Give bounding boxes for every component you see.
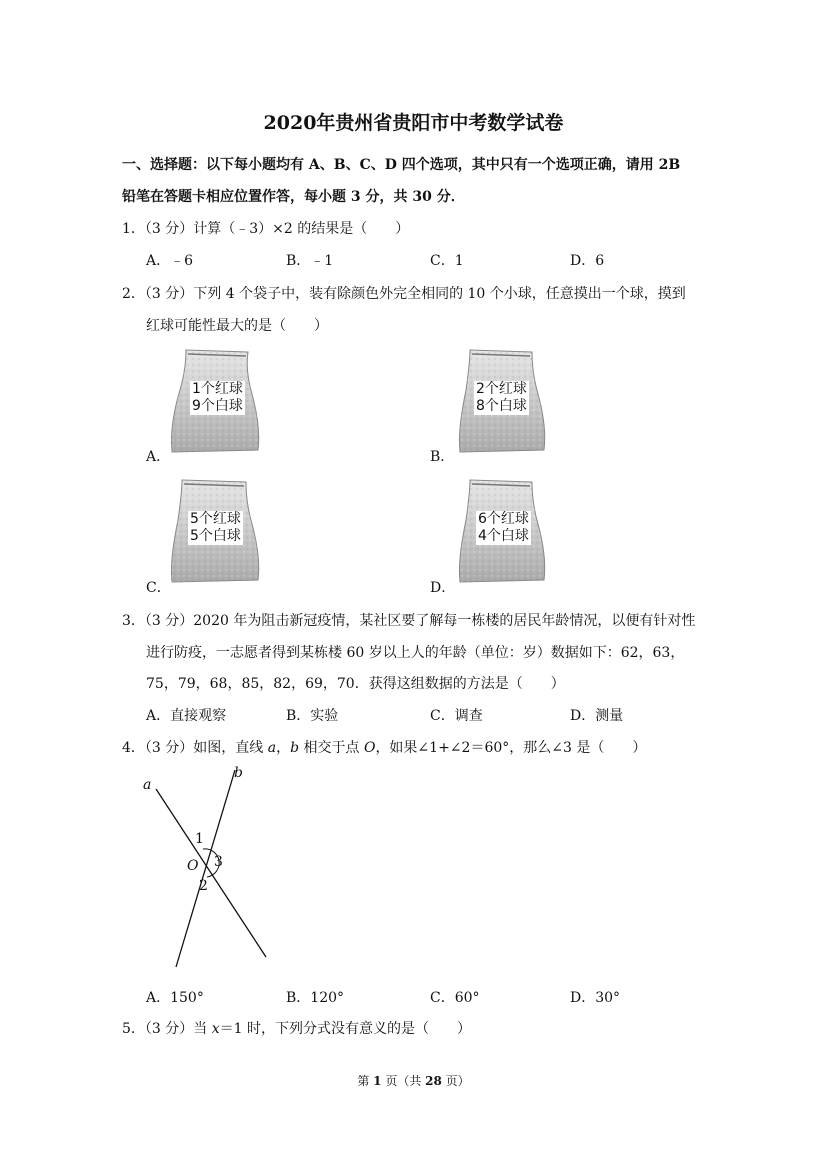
bag-b-label (474, 381, 529, 415)
q2-option-c: C． (146, 580, 171, 596)
bag-d-white-count: 4个白球 (478, 528, 529, 544)
q4-option-c: C．60° (430, 990, 480, 1006)
q2-option-a: A． (146, 449, 171, 465)
bag-a-white-count: 9个白球 (192, 398, 243, 414)
question-3-line3: 75，79，68，85，82，69，70．获得这组数据的方法是（ ） (146, 676, 565, 692)
q4-suffix: ，如果∠1+∠2＝60°，那么∠3 是（ ） (375, 740, 647, 756)
q3-option-d: D．测量 (570, 708, 624, 724)
bag-c-white-count: 5个白球 (190, 528, 241, 544)
label-a: a (143, 777, 152, 793)
question-1: 1．（3 分）计算（﹣3）×2 的结果是（ ） (122, 221, 410, 237)
label-b: b (234, 765, 243, 781)
question-2-line2: 红球可能性最大的是（ ） (146, 318, 328, 334)
angle-1-label: 1 (195, 831, 204, 847)
q4-sep: ， (276, 740, 291, 756)
footer-mid: 页（共 (381, 1074, 426, 1088)
bag-c-label (188, 511, 243, 545)
q1-option-c: C．1 (430, 253, 464, 269)
q5-suffix: ＝1 时，下列分式没有意义的是（ ） (219, 1021, 471, 1037)
q4-prefix: 4．（3 分）如图，直线 (122, 740, 268, 756)
bag-a-red-count: 1个红球 (192, 381, 243, 397)
bag-b-white-count: 8个白球 (476, 398, 527, 414)
question-3-line2: 进行防疫，一志愿者得到某栋楼 60 岁以上人的年龄（单位：岁）数据如下：62，63， (146, 645, 685, 661)
q1-option-b: B．﹣1 (286, 253, 334, 269)
q3-option-b: B．实验 (286, 708, 339, 724)
q4-option-d: D．30° (570, 990, 621, 1006)
q3-option-c: C．调查 (430, 708, 483, 724)
bag-d-red-count: 6个红球 (478, 511, 529, 527)
q4-var-o: O (363, 740, 376, 756)
angle-2-label: 2 (199, 878, 208, 894)
bag-a-label (190, 381, 245, 415)
q4-var-a: a (267, 740, 277, 756)
q5-prefix: 5．（3 分）当 (122, 1021, 212, 1037)
q3-option-a: A．直接观察 (146, 708, 227, 724)
bag-c-red-count: 5个红球 (190, 511, 241, 527)
footer-total-pages: 28 (425, 1074, 442, 1088)
page-footer (0, 1072, 827, 1089)
footer-page-number: 1 (373, 1074, 382, 1088)
q2-option-d: D． (430, 580, 456, 596)
q4-option-a: A．150° (146, 990, 204, 1006)
label-o: O (187, 858, 199, 874)
q5-var-x: x (211, 1021, 220, 1037)
question-3-line1: 3．（3 分）2020 年为阻击新冠疫情，某社区要了解每一栋楼的居民年龄情况，以便有针对性 (122, 613, 696, 629)
question-5 (122, 1018, 471, 1038)
section-heading-line2: 铅笔在答题卡相应位置作答，每小题 3 分，共 30 分． (122, 189, 465, 205)
line-b (176, 770, 235, 967)
intersecting-lines-figure (140, 765, 280, 975)
q2-option-b: B． (430, 449, 455, 465)
q4-mid: 相交于点 (299, 740, 364, 756)
line-a (156, 789, 266, 957)
question-2-line1: 2．（3 分）下列 4 个袋子中，装有除颜色外完全相同的 10 个小球，任意摸出一个球，摸到 (122, 286, 686, 302)
q1-option-d: D．6 (570, 253, 605, 269)
bag-d-label (476, 511, 531, 545)
footer-post: 页） (441, 1074, 470, 1088)
angle-3-label: 3 (214, 854, 223, 870)
page-title: 2020年贵州省贵阳市中考数学试卷 (263, 112, 564, 134)
bag-b-red-count: 2个红球 (476, 381, 527, 397)
q4-var-b: b (290, 740, 300, 756)
q4-option-b: B．120° (286, 990, 345, 1006)
footer-pre: 第 (357, 1074, 374, 1088)
q1-option-a: A．﹣6 (146, 253, 194, 269)
section-heading-line1: 一、选择题：以下每小题均有 A、B、C、D 四个选项，其中只有一个选项正确，请用 2B (122, 157, 681, 173)
question-4 (122, 737, 646, 757)
